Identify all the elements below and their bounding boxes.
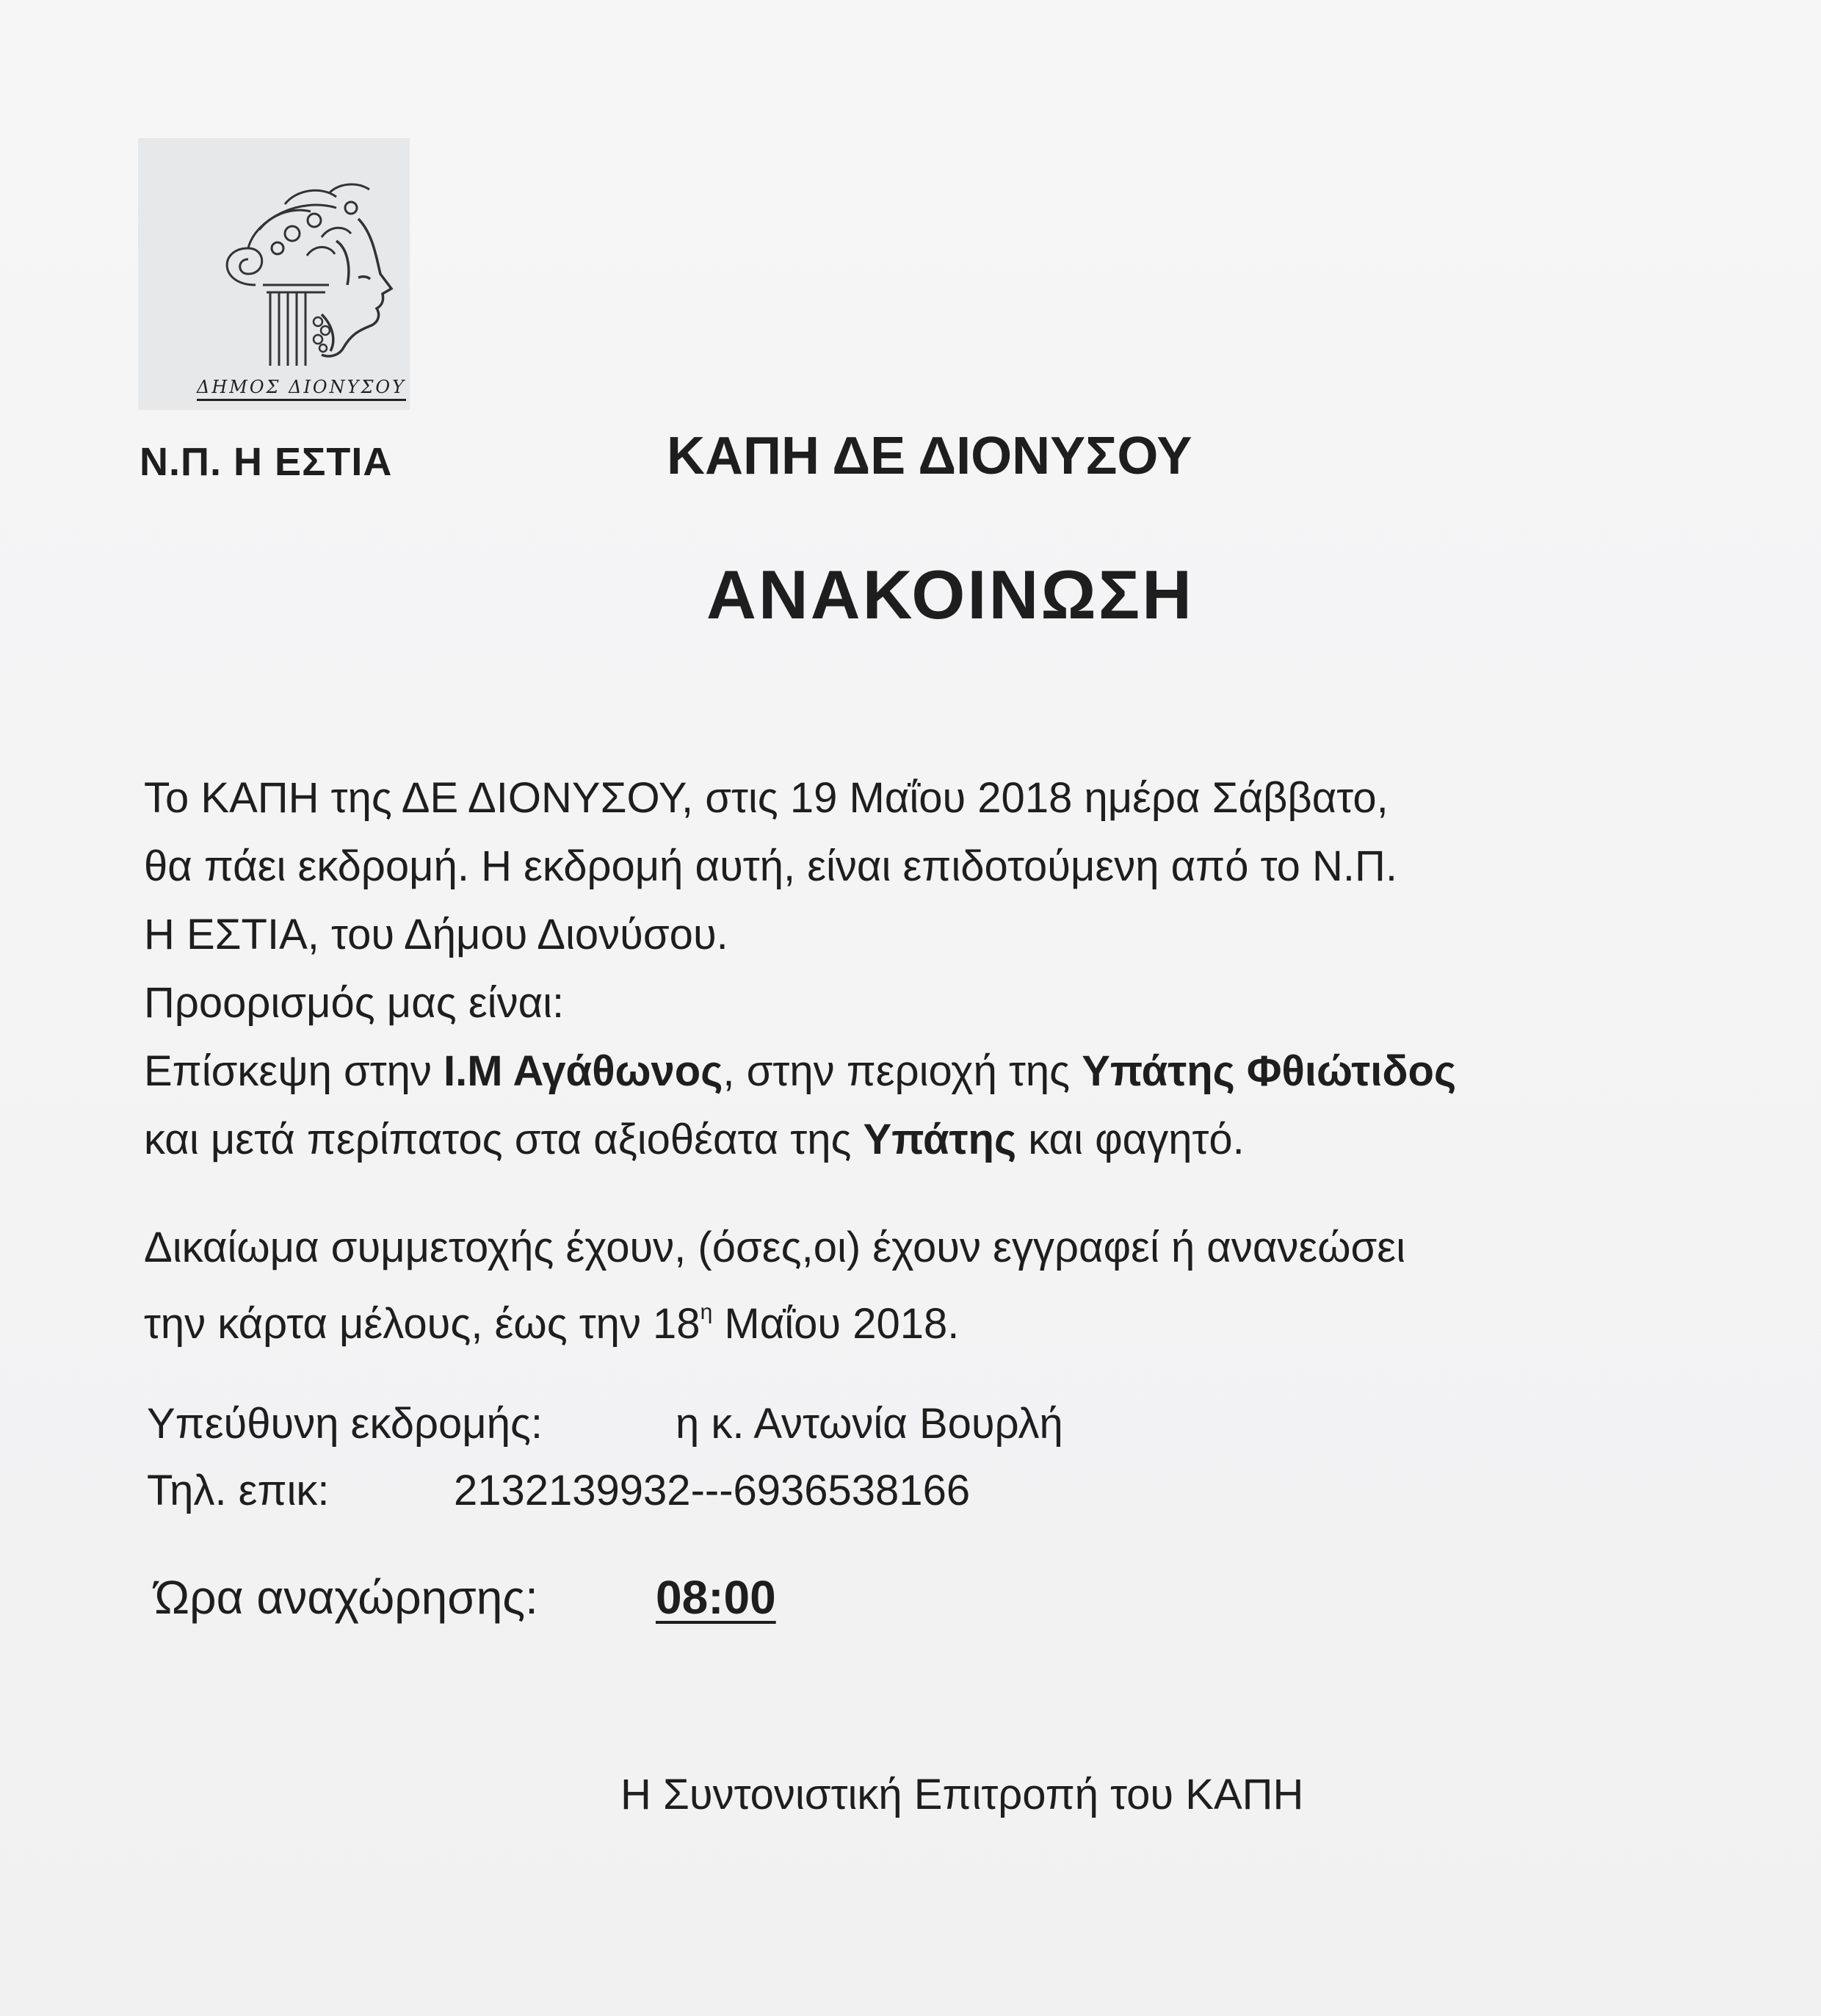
town-name: Υπάτης [863, 1116, 1017, 1163]
body-line-4: Προορισμός μας είναι: [144, 979, 565, 1027]
body-line-2: θα πάει εκδρομή. Η εκδρομή αυτή, είναι επιδοτούμενη από το Ν.Π. [144, 842, 1398, 890]
document-title: ΑΝΑΚΟΙΝΩΣΗ [706, 556, 1194, 633]
visit-text: Επίσκεψη στην [144, 1047, 444, 1095]
walk-text: και μετά περίπατος στα αξιοθέατα της [144, 1116, 864, 1163]
municipality-logo [138, 138, 410, 410]
eligibility-line-1: Δικαίωμα συμμετοχής έχουν, (όσες,οι) έχουν εγγραφεί ή ανανεώσει [144, 1224, 1406, 1271]
departure-label: Ώρα αναχώρησης: [154, 1571, 538, 1624]
region-text: , στην περιοχή της [723, 1047, 1082, 1095]
dionysus-head-icon [138, 138, 410, 410]
food-text: και φαγητό. [1016, 1116, 1245, 1163]
body-line-5 [144, 1047, 1457, 1095]
ordinal-suffix: η [700, 1300, 713, 1324]
logo-text: ΔΗΜΟΣ ΔΙΟΝΥΣΟΥ [197, 377, 406, 401]
departure-time: 08:00 [656, 1571, 776, 1624]
body-line-6 [144, 1116, 1245, 1163]
membership-text: την κάρτα μέλους, έως την 18 [144, 1300, 700, 1348]
org-name: Ν.Π. Η ΕΣΤΙΑ [140, 440, 393, 484]
phone-label: Τηλ. επικ: [147, 1467, 330, 1514]
body-line-3: Η ΕΣΤΙΑ, του Δήμου Διονύσου. [144, 911, 728, 958]
responsible-value: η κ. Αντωνία Βουρλή [676, 1400, 1063, 1448]
region-name: Υπάτης Φθιώτιδος [1082, 1047, 1457, 1095]
deadline-text: Μαΐου 2018. [712, 1300, 960, 1348]
signature: Η Συντονιστική Επιτροπή του ΚΑΠΗ [620, 1771, 1304, 1818]
body-line-1: Το ΚΑΠΗ της ΔΕ ΔΙΟΝΥΣΟΥ, στις 19 Μαΐου 2018 ημέρα Σάββατο, [144, 774, 1389, 822]
monastery-name: Ι.Μ Αγάθωνος [444, 1047, 723, 1095]
responsible-label: Υπεύθυνη εκδρομής: [147, 1400, 543, 1448]
eligibility-line-2 [144, 1300, 960, 1348]
phone-value: 2132139932---6936538166 [454, 1467, 971, 1514]
org-title: ΚΑΠΗ ΔΕ ΔΙΟΝΥΣΟΥ [667, 427, 1192, 485]
